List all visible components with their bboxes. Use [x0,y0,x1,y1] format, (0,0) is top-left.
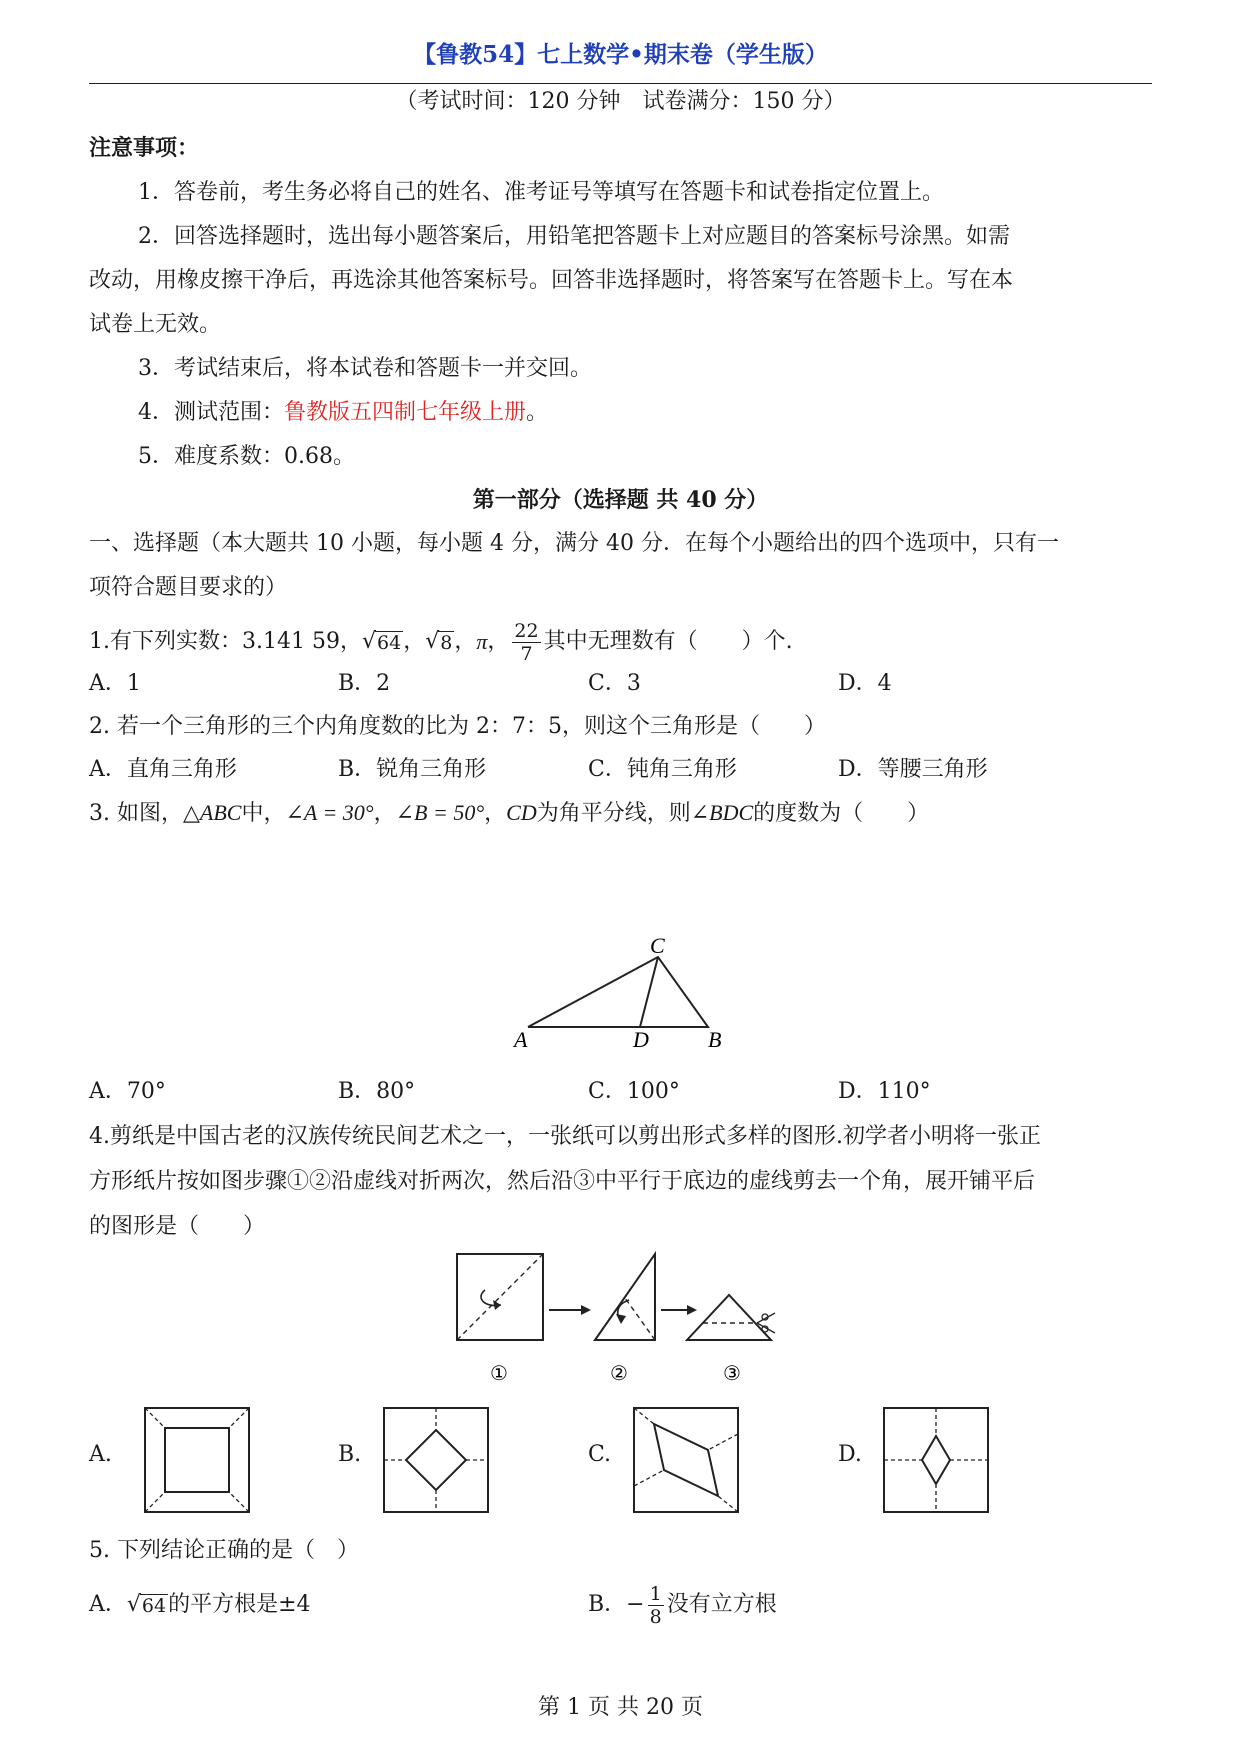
q3-option-d[interactable]: D．110° [838,1079,931,1104]
q2-option-b[interactable]: B．锐角三角形 [338,757,487,782]
q4-option-d-figure[interactable] [882,1406,990,1514]
q3-angle-a: ∠A = 30° [285,800,374,825]
page-footer: 第 1 页 共 20 页 [538,1695,703,1720]
note-2-line-c: 试卷上无效。 [89,312,222,337]
q5-option-b-text: 没有立方根 [666,1592,777,1617]
part1-intro-a: 一、选择题（本大题共 10 小题，每小题 4 分，满分 40 分．在每个小题给出的四个选项中，只有一 [89,531,1059,556]
q3-triangle-figure [500,935,740,1053]
q4-option-a[interactable]: A. [89,1442,112,1467]
q1-sqrt-8: 8 [440,631,453,654]
exam-info: （考试时间：120 分钟 试卷满分：150 分） [395,89,846,114]
q4-step-2-label: ② [610,1363,628,1385]
note-3: 3．考试结束后，将本试卷和答题卡一并交回。 [138,356,592,381]
q3-text: 的度数为（ ） [753,801,930,826]
q1-option-d[interactable]: D．4 [838,671,892,696]
q3-label-b: B [708,1027,722,1052]
q3-text: 为角平分线，则 [536,801,691,826]
q5-option-a-text: 的平方根是±4 [168,1592,311,1617]
q2-option-a[interactable]: A．直角三角形 [89,757,237,782]
q1-sep: ， [403,629,426,654]
note-2-line-b: 改动，用橡皮擦干净后，再选涂其他答案标号。回答非选择题时，将答案写在答题卡上。写在本 [89,268,1014,293]
q5-option-b-sign: − [626,1592,645,1617]
q1-stem: 1.有下列实数：3.141 59， √ 64 ， √ 8 ， π ， $\frac{22}{7}$ 其中无理数有（ ）个. [89,619,793,665]
q5-option-a[interactable]: A． √ 64 的平方根是±4 [89,1580,311,1630]
q2-option-c[interactable]: C．钝角三角形 [588,757,737,782]
note-1: 1．答卷前，考生务必将自己的姓名、准考证号等填写在答题卡和试卷指定位置上。 [138,180,944,205]
q1-option-c[interactable]: C．3 [588,671,641,696]
q5-option-b-label: B． [588,1592,627,1617]
note-5: 5．难度系数：0.68。 [138,444,355,469]
part1-title: 第一部分（选择题 共 40 分） [472,487,769,513]
q3-option-b[interactable]: B．80° [338,1079,416,1104]
header-rule [89,83,1152,84]
q5-option-a-label: A． [89,1592,127,1617]
q1-sqrt-64: 64 [377,631,402,654]
q5-stem: 5. 下列结论正确的是（ ） [89,1538,359,1563]
page-header-title: 【鲁教54】七上数学•期末卷（学生版） [413,41,828,68]
q4-line-b: 方形纸片按如图步骤①②沿虚线对折两次，然后沿③中平行于底边的虚线剪去一个角，展开铺平后 [89,1169,1036,1194]
note-4-suffix: 。 [526,400,549,425]
q3-stem [89,798,929,829]
q4-step-1-label: ① [490,1363,508,1385]
q1-fraction [512,620,540,665]
q2-stem: 2. 若一个三角形的三个内角度数的比为 2：7：5，则这个三角形是（ ） [89,714,826,739]
q3-triangle: △ABC [182,800,242,825]
q4-folding-steps-figure [445,1250,795,1390]
q1-option-b[interactable]: B．2 [338,671,391,696]
q3-angle-b: ∠B = 50° [395,800,485,825]
q1-frac-num: 22 [514,619,539,642]
q4-option-a-figure[interactable] [143,1406,251,1514]
notes-heading: 注意事项： [89,135,200,161]
q3-cd: CD [506,800,537,825]
q4-line-c: 的图形是（ ） [89,1214,266,1239]
q3-label-d: D [633,1027,649,1052]
q3-option-c[interactable]: C．100° [588,1079,680,1104]
q4-option-b-figure[interactable] [382,1406,490,1514]
note-4 [138,398,548,428]
q3-option-a[interactable]: A．70° [89,1079,166,1104]
q3-label-c: C [650,935,665,958]
q1-pi: π [476,629,488,654]
q5-frac-den: 8 [649,1605,662,1628]
q3-angle-bdc: ∠BDC [690,800,754,825]
q5-frac-num: 1 [649,1582,662,1605]
q5-option-a-sqrt: 64 [141,1594,167,1617]
q1-suffix: 其中无理数有（ ）个. [543,629,793,654]
q4-option-c[interactable]: C. [588,1442,612,1467]
q4-line-a: 4.剪纸是中国古老的汉族传统民间艺术之一，一张纸可以剪出形式多样的图形.初学者小明将一张正 [89,1124,1041,1149]
q3-text: ， [484,801,507,826]
q3-label-a: A [514,1027,528,1052]
q4-option-d[interactable]: D. [838,1442,862,1467]
note-4-range: 鲁教版五四制七年级上册 [284,400,527,425]
q4-option-c-figure[interactable] [632,1406,740,1514]
q1-sep: ， [487,629,510,654]
q5-option-b-fraction [648,1583,664,1628]
q5-option-b[interactable] [588,1580,777,1630]
q2-option-d[interactable]: D．等腰三角形 [838,757,988,782]
q1-option-a[interactable]: A．1 [89,671,141,696]
q3-text: 中， [241,801,286,826]
q4-step-3-label: ③ [723,1363,741,1385]
note-4-prefix: 4．测试范围： [138,400,284,425]
q1-prefix: 1.有下列实数：3.141 59， [89,629,362,654]
q4-option-b[interactable]: B. [338,1442,362,1467]
part1-intro-b: 项符合题目要求的） [89,575,288,600]
q3-text: 3. 如图， [89,801,183,826]
note-2-line-a: 2．回答选择题时，选出每小题答案后，用铅笔把答题卡上对应题目的答案标号涂黑。如需 [138,224,1011,249]
q3-text: ， [373,801,396,826]
q1-frac-den: 7 [520,642,533,665]
q1-sep: ， [454,629,477,654]
